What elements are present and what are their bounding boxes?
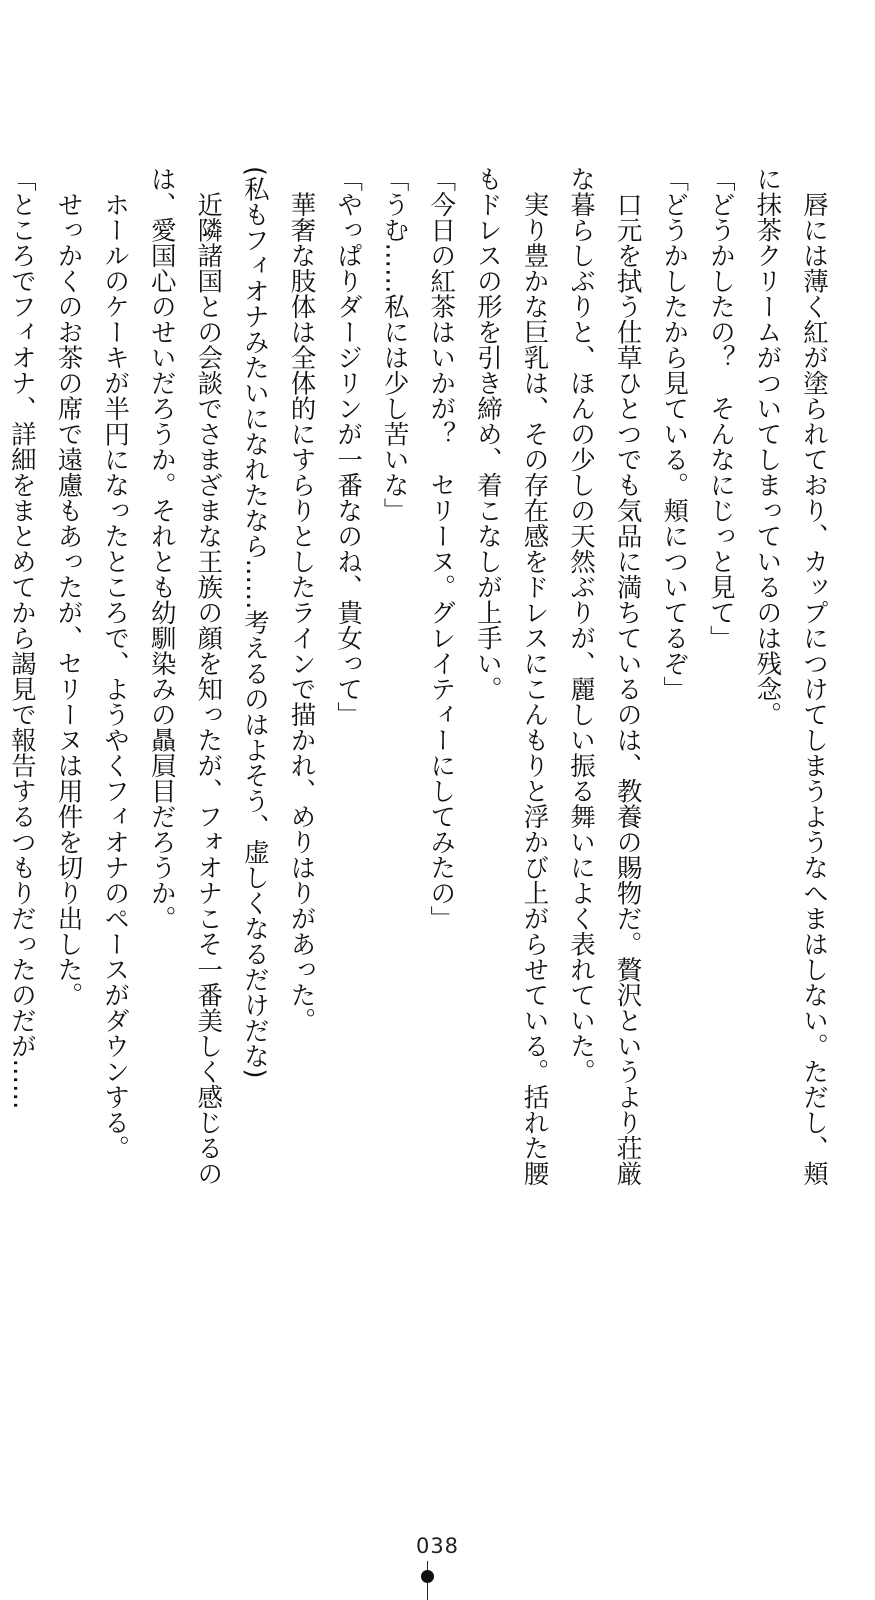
text-line: は、愛国心のせいだろうか。それとも幼馴染みの贔屓目だろうか。 [146, 166, 177, 931]
text-line: 華奢な肢体は全体的にすらりとしたラインで描かれ、めりはりがあった。 [286, 166, 317, 1033]
text-line: 「どうかしたの？ そんなにじっと見て」 [705, 166, 736, 651]
vertical-text-body [0, 166, 837, 1306]
page-marker-dot-icon [421, 1570, 434, 1583]
text-line: 「どうかしたから見ている。頬についてるぞ」 [659, 166, 690, 702]
text-line: な暮らしぶりと、ほんの少しの天然ぶりが、麗しい振る舞いによく表れていた。 [566, 166, 597, 1084]
text-line: 近隣諸国との会談でさまざまな王族の顔を知ったが、フォオナこそ一番美しく感じるの [193, 166, 224, 1186]
text-line: 「やっぱりダージリンが一番なのね、貴女って」 [333, 166, 364, 727]
text-line: せっかくのお茶の席で遠慮もあったが、セリーヌは用件を切り出した。 [53, 166, 84, 1008]
text-line: ホールのケーキが半円になったところで、ようやくフィオナのペースがダウンする。 [100, 166, 131, 1161]
text-line: 「ところでフィオナ、詳細をまとめてから謁見で報告するつもりだったのだが…… [6, 166, 37, 1110]
text-line: 唇には薄く紅が塗られており、カップにつけてしまうようなへまはしない。ただし、頬 [799, 166, 829, 1186]
text-line: 「今日の紅茶はいかが？ セリーヌ。グレイティーにしてみたの」 [426, 166, 457, 931]
page-number: 038 [415, 1534, 460, 1558]
text-line: もドレスの形を引き締め、着こなしが上手い。 [472, 166, 503, 702]
text-line: 「うむ……私には少し苦いな」 [379, 166, 410, 523]
text-line: に抹茶クリームがついてしまっているのは残念。 [752, 166, 783, 727]
text-line: 実り豊かな巨乳は、その存在感をドレスにこんもりと浮かび上がらせている。括れた腰 [519, 166, 550, 1186]
text-line: 口元を拭う仕草ひとつでも気品に満ちているのは、教養の賜物だ。贅沢というより荘厳 [612, 166, 643, 1186]
text-line: (私もフィオナみたいになれたなら……考えるのはよそう、虚しくなるだけだな) [239, 166, 270, 1079]
